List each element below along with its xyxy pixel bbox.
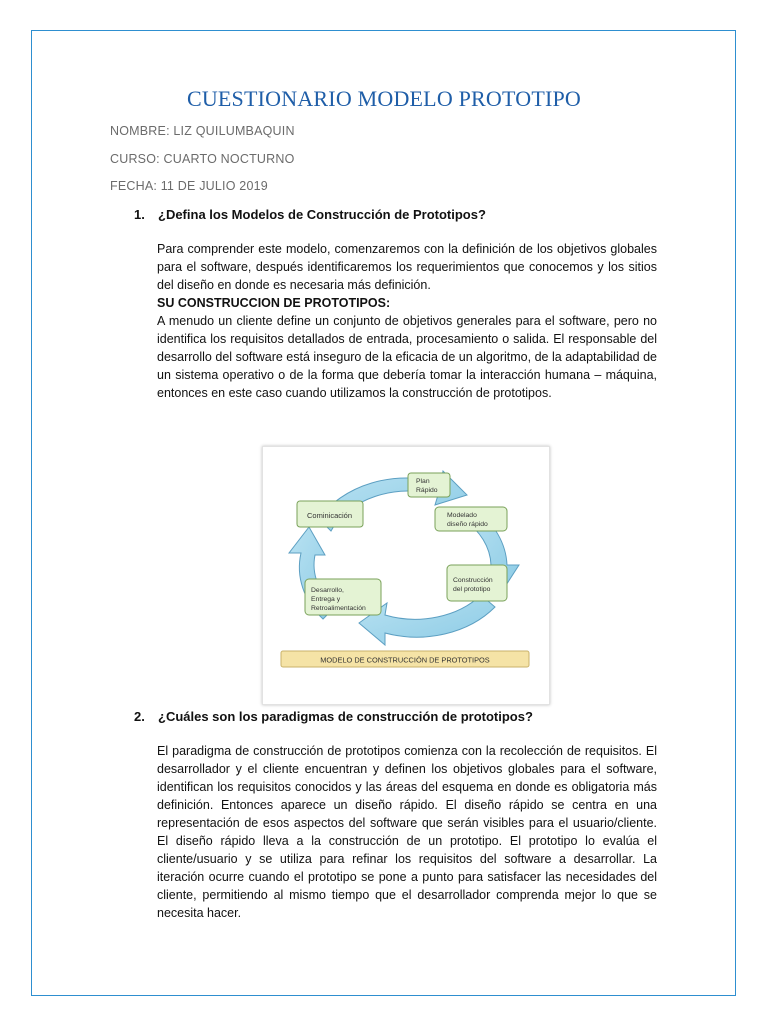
answer-2-para: El paradigma de construcción de prototipos comienza con la recolección de requisitos. El desarrollador y el cliente encuentran y definen los objetivos globales para el software, identifican los requisitos conocidos y las áreas del esquema en donde es obligatoria más definición. Entonces aparece un diseño rápido. El diseño rápido se centra en una representación de esos aspectos del software que serán visibles para el usuario/cliente. El diseño rápido lleva a la construcción de un prototipo. El prototipo lo evalúa el cliente/usuario y se utiliza para refinar los requisitos del software a desarrollar. La iteración ocurre cuando el prototipo se pone a punto para satisfacer las necesidades del cliente, permitiendo al mismo tiempo que el desarrollador comprenda mejor lo que se necesita hacer.: [157, 744, 657, 920]
box-desarrollo: [305, 579, 381, 615]
box-modelado: [435, 507, 507, 531]
answer-2: [157, 742, 657, 922]
question-2-text: ¿Cuáles son los paradigmas de construcción de prototipos?: [158, 709, 533, 724]
cycle-diagram-svg: [263, 447, 549, 704]
question-1-number: 1.: [134, 207, 145, 222]
course: CURSO: CUARTO NOCTURNO: [110, 152, 295, 166]
box-comunicacion-label: Cominicación: [307, 511, 353, 520]
box-modelado-label-1: Modelado: [447, 512, 477, 519]
box-comunicacion: [297, 501, 363, 527]
diagram-caption: [281, 651, 529, 667]
answer-1-para-1: Para comprender este modelo, comenzaremos con la definición de los objetivos globales para el software, después identificaremos los requerimientos que conocemos y los sitios del diseño en donde es necesaria más definición.: [157, 242, 657, 292]
answer-1-subheading: SU CONSTRUCCION DE PROTOTIPOS:: [157, 296, 391, 310]
question-1-text: ¿Defina los Modelos de Construcción de Prototipos?: [158, 207, 486, 222]
box-plan-label-1: Plan: [416, 478, 430, 485]
box-construccion-label-2: del prototipo: [453, 586, 491, 593]
box-construccion-label-1: Construcción: [453, 577, 493, 584]
box-desarrollo-label-2: Entrega y: [311, 596, 341, 603]
answer-1: [157, 240, 657, 402]
question-2-number: 2.: [134, 709, 145, 724]
page-title: CUESTIONARIO MODELO PROTOTIPO: [186, 86, 582, 111]
box-plan-label-2: Rápido: [416, 487, 438, 494]
student-name: NOMBRE: LIZ QUILUMBAQUIN: [110, 124, 295, 138]
box-desarrollo-label-3: Retroalimentación: [311, 605, 366, 612]
box-construccion: [447, 565, 507, 601]
box-desarrollo-label-1: Desarrollo,: [311, 587, 344, 594]
prototype-model-diagram: [262, 446, 550, 705]
cycle-arrows: [289, 471, 519, 645]
diagram-caption-text: MODELO DE CONSTRUCCIÓN DE PROTOTIPOS: [320, 655, 490, 665]
question-1: [134, 207, 486, 222]
question-2: [134, 709, 533, 724]
box-modelado-label-2: diseño rápido: [447, 521, 488, 528]
answer-1-para-2: A menudo un cliente define un conjunto de objetivos generales para el software, pero no identifica los requisitos detallados de entrada, procesamiento o salida. El responsable del desarrollo del software está inseguro de la eficacia de un algoritmo, de la adaptabilidad de un sistema operativo o de la forma que debería tomar la interacción humana – máquina, entonces en este caso cuando utilizamos la construcción de prototipos.: [157, 314, 657, 400]
box-plan-rapido: [408, 473, 450, 497]
date: FECHA: 11 DE JULIO 2019: [110, 179, 268, 193]
